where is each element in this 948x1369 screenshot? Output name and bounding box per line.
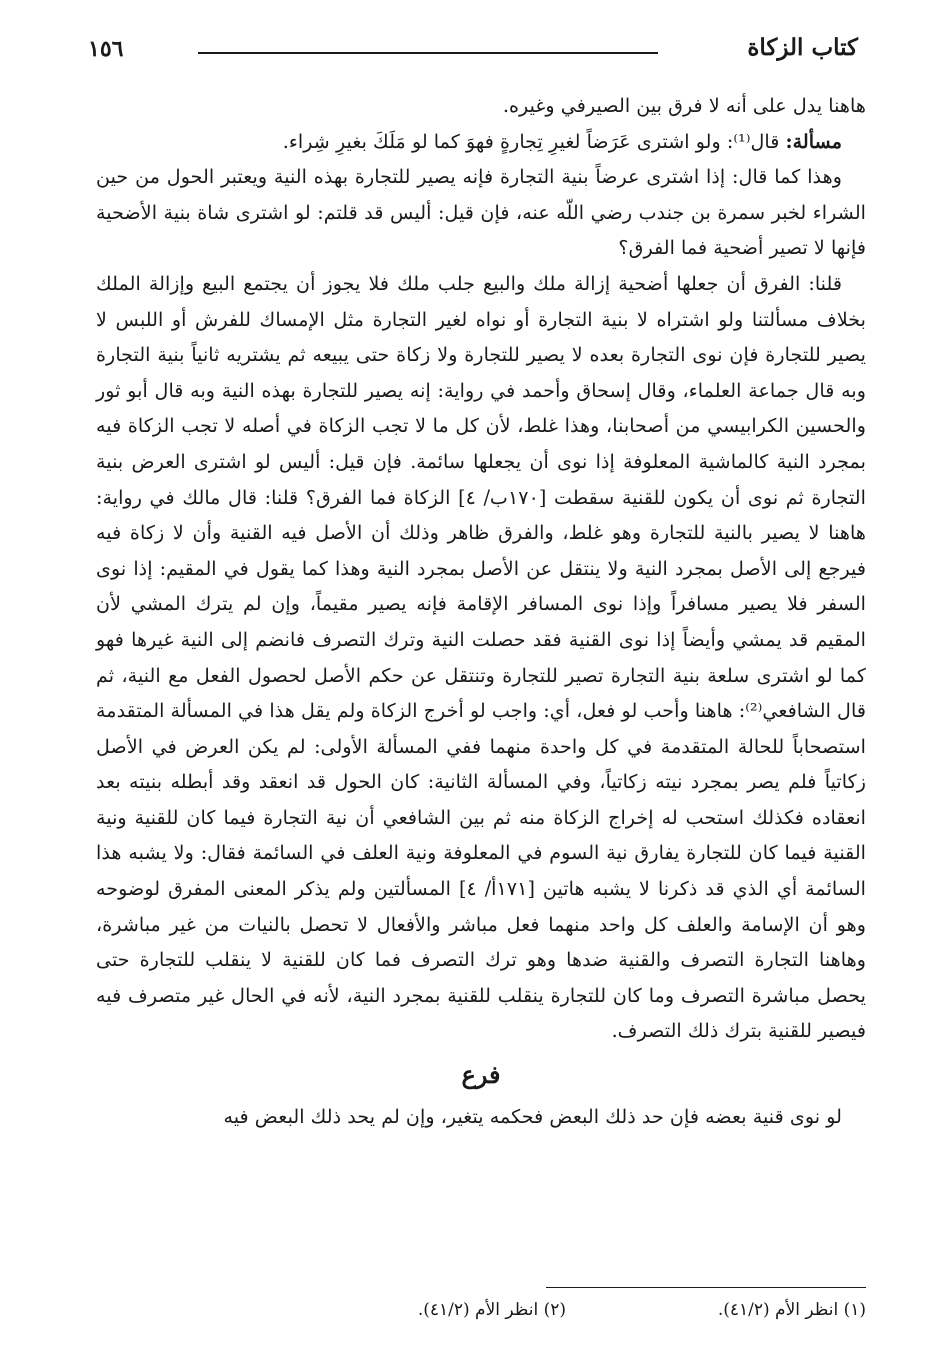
footnote-1: (١) انظر الأم (٤١/٢).: [717, 1300, 866, 1320]
issue-label: مسألة:: [785, 129, 842, 153]
footnotes: [306, 1300, 866, 1326]
header-rule: [198, 52, 658, 54]
running-header: [88, 32, 858, 72]
paragraph-5: لو نوى قنية بعضه فإن حد ذلك البعض فحكمه يتغير، وإن لم يحد ذلك البعض فيه: [223, 1105, 842, 1129]
issue-text: قال⁽¹⁾: ولو اشترى عَرَضاً لغيرِ تِجارةٍ فهوَ كما لو مَلَكَ بغيرِ شِراء.: [282, 129, 786, 153]
paragraph-1: هاهنا يدل على أنه لا فرق بين الصيرفي وغيره.: [502, 94, 866, 117]
paragraph-3: وهذا كما قال: إذا اشترى عرضاً بنية التجارة فإنه يصير للتجارة بهذه النية ويعتبر الحول من حين الشراء لخبر سمرة بن جندب رضي اللّه عنه، فإن قيل: أليس قد قلتم: لو اشترى شاة بنية الأضحية فإنها لا تصير أضحية فما الفرق؟: [96, 165, 866, 260]
header-title: كتاب الزكاة: [747, 34, 858, 61]
page-number: ١٥٦: [88, 36, 124, 62]
section-heading: فرع: [461, 1060, 501, 1090]
footnote-rule: [546, 1287, 866, 1288]
paragraph-issue: [96, 124, 866, 160]
paragraph-4: قلنا: الفرق أن جعلها أضحية إزالة ملك والبيع جلب ملك فلا يجوز أن يجتمع البيع وإزالة الملك بخلاف مسألتنا ولو اشتراه لا بنية التجارة أو نواه لغير التجارة مثل الإمساك للفرش أو اللبس لا يصير للتجارة فإن نوى التجارة بعده لا يصير للتجارة ولا زكاة حتى يبيعه ثم يشتريه ثانياً بنية التجارة وبه قال جماعة العلماء، وقال إسحاق وأحمد في رواية: إنه يصير للتجارة بهذه النية وبه قال أبو ثور والحسين الكرابيسي من أصحابنا، وهذا غلط، لأن كل ما لا تجب الزكاة في أصله لا تجب الزكاة فيه بمجرد النية كالماشية المعلوفة إذا نوى أن يجعلها سائمة. فإن قيل: أليس لو اشترى العرض بنية التجارة ثم نوى أن يكون للقنية سقطت [١٧٠ب/ ٤] الزكاة فما الفرق؟ قلنا: قال مالك في رواية: هاهنا لا يصير بالنية للتجارة وهو غلط، والفرق ظاهر وذلك أن الأصل فيه القنية وأن لا زكاة فيه فيرجع إلى الأصل بمجرد النية ولا ينتقل عن الأصل بمجرد النية وهذا كما يقول في المقيم: إذا نوى السفر فلا يصير مسافراً وإذا نوى المسافر الإقامة فإنه يصير مقيماً، وإن لم يترك المشي لأن المقيم قد يمشي وأيضاً إذا نوى القنية فقد حصلت النية وترك التصرف فانضم إلى النية غيرها فهو كما لو اشترى سلعة بنية التجارة تصير للتجارة وتنتقل عن حكم الأصل لحصول الفعل مع النية، ثم قال الشافعي⁽²⁾: هاهنا وأحب لو فعل، أي: واجب لو أخرج الزكاة ولم يقل هذا في المسألة المتقدمة استصحاباً للحالة المتقدمة في كل واحدة منهما ففي المسألة الأولى: لم يكن العرض في الأصل زكاتياً فلم يصر بمجرد نيته زكاتياً، وفي المسألة الثانية: كان الحول قد انعقد وقد أبطله بنيته بعد انعقاده فكذلك استحب له إخراج الزكاة منه ثم بين الشافعي أن نية التجارة فيما كان للقنية ونية القنية فيما كان للتجارة يفارق نية السوم في المعلوفة ونية العلف في السائمة فقال: ولا يشبه هذا السائمة أي الذي قد ذكرنا لا يشبه هاتين [١٧١أ/ ٤] المسألتين ولم يذكر المعنى المفرق لوضوحه وهو أن الإسامة والعلف كل واحد منهما فعل مباشر والأفعال لا تحصل بالنيات من غير مباشرة، وهاهنا التجارة التصرف والقنية ضدها وهو ترك التصرف فما كان للقنية لا ينقلب للتجارة حتى يحصل مباشرة التصرف وما كان للتجارة ينقلب للقنية بمجرد النية، لأنه في الحال غير متصرف فيه فيصير للقنية بترك ذلك التصرف.: [96, 271, 866, 1043]
body-text: [96, 88, 866, 1135]
footnote-2: (٢) انظر الأم (٤١/٢).: [417, 1300, 566, 1320]
